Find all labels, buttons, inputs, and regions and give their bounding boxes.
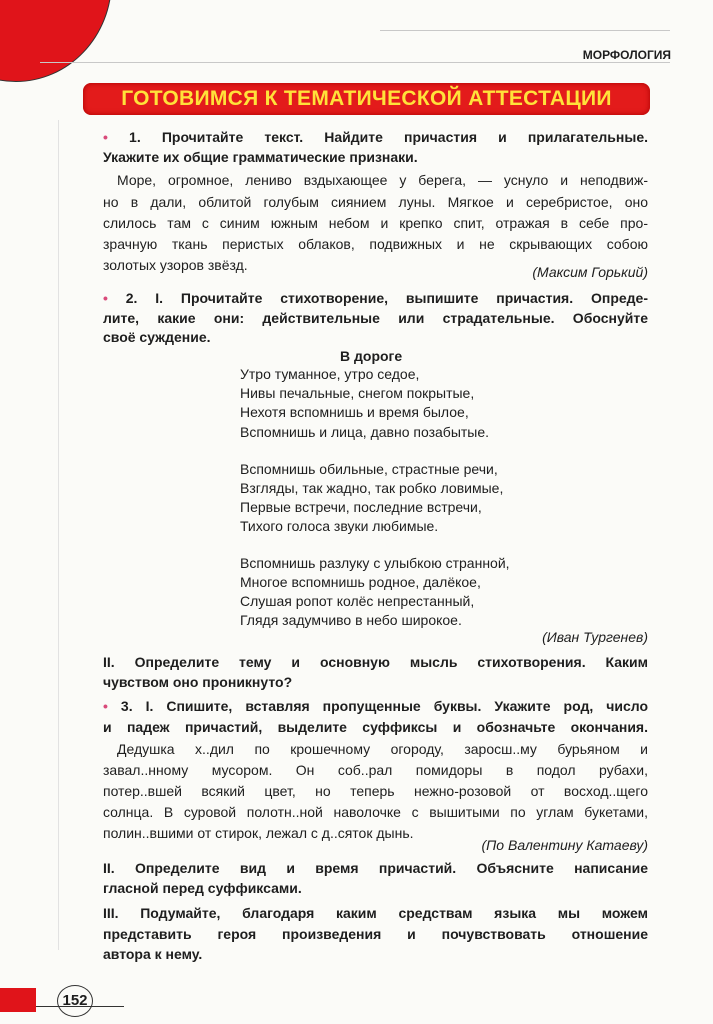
task2-part2 xyxy=(103,652,648,672)
line-text: гласной перед суффиксами. xyxy=(103,880,302,896)
task3-text xyxy=(103,802,648,822)
line-text: зрачную ткань перистых облаков, подвижных и не скрывающих собою xyxy=(103,236,648,252)
poem-line xyxy=(240,591,474,611)
task3-part3 xyxy=(103,944,648,964)
poem-line xyxy=(240,553,510,573)
task2-title xyxy=(103,288,648,308)
task3-part2 xyxy=(103,858,648,878)
line-text: III. Подумайте, благодаря каким средствам языка мы можем xyxy=(103,905,648,921)
task1-author xyxy=(103,262,648,282)
page-number: 152 xyxy=(57,985,93,1017)
line-text: чувством оно проникнуто? xyxy=(103,674,293,690)
poem-line xyxy=(240,364,419,384)
task2-part2 xyxy=(103,672,648,692)
line-text: Тихого голоса звуки любимые. xyxy=(240,518,439,534)
line-text: (Максим Горький) xyxy=(532,264,648,280)
line-text: полин..вшими от стирок, лежал с д..сяток дынь. xyxy=(103,825,414,841)
poem-line xyxy=(240,422,489,442)
poem-line xyxy=(240,516,438,536)
task1-title xyxy=(103,127,648,147)
line-text: автора к нему. xyxy=(103,946,203,962)
bullet-icon: • xyxy=(103,129,130,145)
task3-text xyxy=(103,739,648,759)
poem-title: В дороге xyxy=(340,348,403,364)
line-text: Нехотя вспомнишь и время былое, xyxy=(240,404,469,420)
poem-line xyxy=(240,402,469,422)
line-text: Взгляды, так жадно, так робко ловимые, xyxy=(240,480,504,496)
page-tab xyxy=(0,988,36,1012)
line-text: (Иван Тургенев) xyxy=(542,629,648,645)
task2-title xyxy=(103,308,648,328)
task1-text xyxy=(103,170,648,190)
line-text: 2. I. Прочитайте стихотворение, выпишите причастия. Опреде- xyxy=(125,290,648,306)
line-text: 1. Прочитайте текст. Найдите причастия и прилагательные. xyxy=(129,129,648,145)
divider xyxy=(40,62,670,63)
margin-line xyxy=(58,120,59,950)
line-text: 3. I. Спишите, вставляя пропущенные буквы. Укажите род, число xyxy=(120,698,649,714)
line-text: потер..вшей всякий цвет, но теперь нежно-розовой от восход..щего xyxy=(103,783,648,799)
task2-author xyxy=(103,627,648,647)
banner-title: ГОТОВИМСЯ К ТЕМАТИЧЕСКОЙ АТТЕСТАЦИИ xyxy=(83,83,650,115)
line-text: Дедушка х..дил по крошечному огороду, заросш..му бурьяном и xyxy=(117,741,648,757)
task3-part3 xyxy=(103,903,648,923)
line-text: золотых узоров звёзд. xyxy=(103,257,248,273)
task3-title xyxy=(103,696,648,716)
line-text: Вспомнишь и лица, давно позабытые. xyxy=(240,424,490,440)
line-text: лите, какие они: действительные или страдательные. Обоснуйте xyxy=(103,310,648,326)
poem-line xyxy=(240,572,481,592)
task1-text xyxy=(103,234,648,254)
task2-title xyxy=(103,327,648,347)
line-text: Многое вспомнишь родное, далёкое, xyxy=(240,574,481,590)
line-text: но в дали, облитой голубым сиянием луны. Мягкое и серебристое, оно xyxy=(103,194,648,210)
line-text: Море, огромное, лениво вздыхающее у берега, — уснуло и неподвиж- xyxy=(117,172,648,188)
task3-title xyxy=(103,717,648,737)
line-text: (По Валентину Катаеву) xyxy=(481,837,648,853)
corner-red-circle xyxy=(0,0,112,82)
line-text: Утро туманное, утро седое, xyxy=(240,366,420,382)
line-text: Слушая ропот колёс непрестанный, xyxy=(240,593,475,609)
poem-line xyxy=(240,383,474,403)
divider xyxy=(380,30,670,31)
poem-line xyxy=(240,478,503,498)
line-text: Укажите их общие грамматические признаки. xyxy=(103,149,418,165)
task3-text xyxy=(103,760,648,780)
task1-title xyxy=(103,147,648,167)
line-text: своё суждение. xyxy=(103,329,211,345)
line-text: слилось там с синим южным небом и крепко спит, отражая в себе про- xyxy=(103,215,648,231)
line-text: Вспомнишь разлуку с улыбкою странной, xyxy=(240,555,510,571)
line-text: представить героя произведения и почувствовать отношение xyxy=(103,926,648,942)
section-title: МОРФОЛОГИЯ xyxy=(582,48,671,62)
task1-text xyxy=(103,192,648,212)
line-text: Нивы печальные, снегом покрытые, xyxy=(240,385,475,401)
poem-line xyxy=(240,497,482,517)
bullet-icon: • xyxy=(103,698,121,714)
line-text: и падеж причастий, выделите суффиксы и обозначьте окончания. xyxy=(103,719,648,735)
task3-text xyxy=(103,781,648,801)
task1-text xyxy=(103,213,648,233)
poem-line xyxy=(240,459,498,479)
line-text: солнца. В суровой полотн..ной наволочке с вышитыми по углам букетами, xyxy=(103,804,648,820)
line-text: Вспомнишь обильные, страстные речи, xyxy=(240,461,498,477)
task3-part3 xyxy=(103,924,648,944)
line-text: Глядя задумчиво в небо широкое. xyxy=(240,612,462,628)
line-text: Первые встречи, последние встречи, xyxy=(240,499,482,515)
line-text: II. Определите тему и основную мысль стихотворения. Каким xyxy=(103,654,648,670)
bullet-icon: • xyxy=(103,290,126,306)
task3-author xyxy=(103,835,648,855)
line-text: завал..нному мусором. Он соб..рал помидоры в подол рубахи, xyxy=(103,762,648,778)
line-text: II. Определите вид и время причастий. Объясните написание xyxy=(103,860,648,876)
task3-part2 xyxy=(103,878,648,898)
